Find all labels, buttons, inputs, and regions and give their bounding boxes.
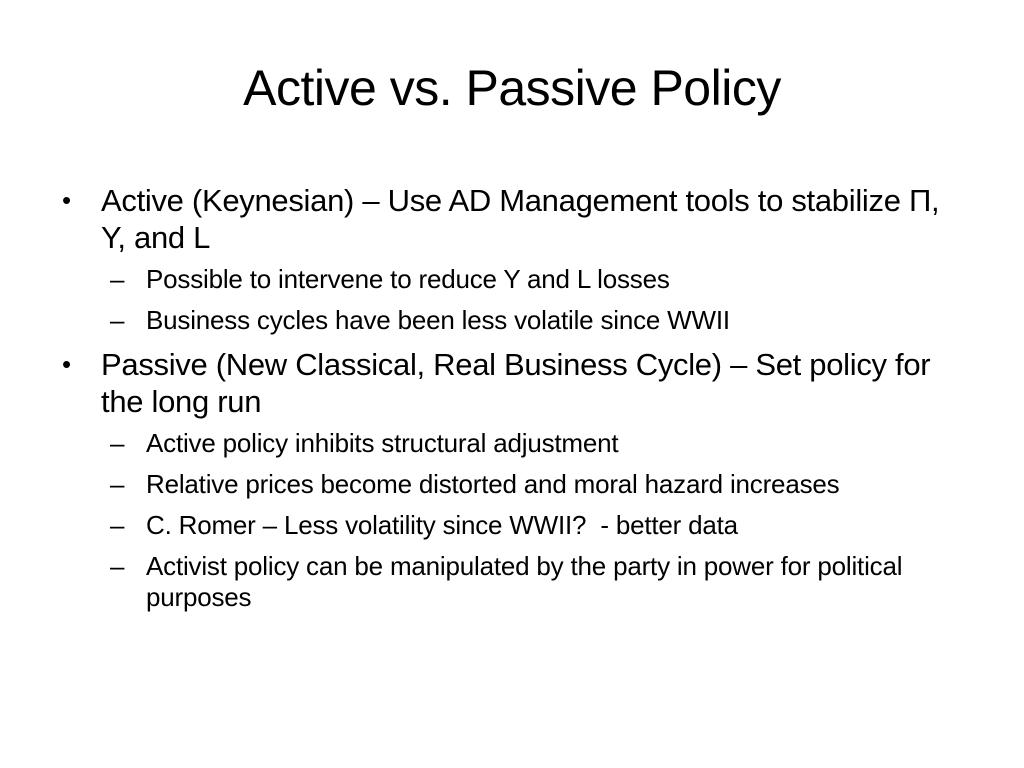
sub-bullet bbox=[62, 469, 962, 500]
sub-bullet bbox=[62, 551, 962, 613]
sub-bullet-text: Relative prices become distorted and moral hazard increases bbox=[146, 469, 840, 499]
sub-bullet bbox=[62, 305, 962, 336]
slide-title: Active vs. Passive Policy bbox=[243, 60, 781, 116]
dash-marker: – bbox=[110, 510, 125, 540]
bullet-text: Active (Keynesian) – Use AD Management tools to stabilize Π, Y, and L bbox=[101, 183, 940, 255]
dash-marker: – bbox=[110, 551, 125, 581]
sub-bullet-text: Active policy inhibits structural adjustment bbox=[146, 428, 619, 458]
bullet-marker: • bbox=[62, 185, 71, 215]
dash-marker: – bbox=[110, 428, 125, 458]
bullet-marker: • bbox=[62, 349, 71, 379]
sub-bullet bbox=[62, 510, 962, 541]
sub-bullet-text: Business cycles have been less volatile since WWII bbox=[146, 305, 730, 335]
sub-bullet-list bbox=[62, 428, 962, 613]
bullet-active bbox=[62, 182, 962, 256]
bullet-list bbox=[62, 182, 962, 623]
sub-bullet-text: Possible to intervene to reduce Y and L losses bbox=[146, 264, 670, 294]
sub-bullet-text: C. Romer – Less volatility since WWII? - better data bbox=[146, 510, 738, 540]
sub-bullet-list bbox=[62, 264, 962, 336]
dash-marker: – bbox=[110, 264, 125, 294]
sub-bullet bbox=[62, 428, 962, 459]
bullet-text: Passive (New Classical, Real Business Cycle) – Set policy for the long run bbox=[101, 347, 931, 419]
sub-bullet-text: Activist policy can be manipulated by the party in power for political purposes bbox=[146, 551, 903, 612]
bullet-passive bbox=[62, 346, 962, 420]
dash-marker: – bbox=[110, 469, 125, 499]
sub-bullet bbox=[62, 264, 962, 295]
dash-marker: – bbox=[110, 305, 125, 335]
